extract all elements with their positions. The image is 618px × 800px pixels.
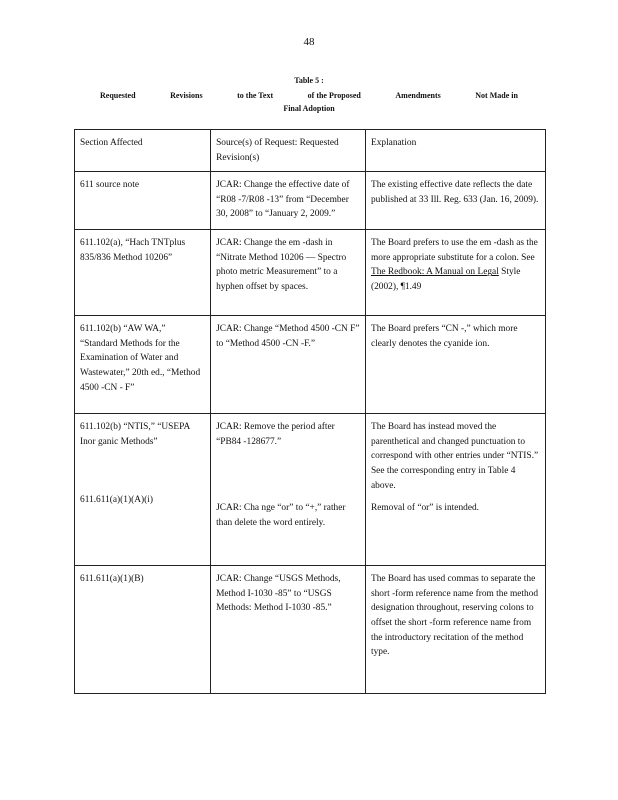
table-caption-subtitle: Final Adoption	[283, 104, 335, 113]
caption-word: Not Made in	[475, 91, 518, 100]
cell-source: JCAR: Change the effective date of “R08 -7/R08 -13” from “December 30, 2008” to “January 2, 2009.”	[211, 172, 366, 230]
caption-word: Requested	[100, 91, 136, 100]
cell-explanation: The existing effective date reflects the date published at 33 Ill. Reg. 633 (Jan. 16, 2009).	[365, 172, 545, 230]
cell-section	[75, 414, 211, 566]
table-header-row	[75, 130, 546, 172]
cell-explanation	[365, 230, 545, 316]
cell-source-part: JCAR: Cha nge “or” to “+,” rather than delete the word entirely.	[216, 503, 346, 528]
cell-section-part: 611.102(b) “NTIS,” “USEPA Inor ganic Methods”	[80, 422, 190, 447]
cell-source-part: JCAR: Remove the period after “PB84 -128677.”	[216, 422, 335, 447]
page-number: 48	[303, 36, 315, 48]
table-row	[75, 172, 546, 230]
cell-source: JCAR: Change “USGS Methods, Method I-1030 -85” to “USGS Methods: Method I-1030 -85.”	[211, 566, 366, 694]
caption-word: to the Text	[237, 91, 274, 100]
table-row	[75, 230, 546, 316]
explanation-text: Style (2002), ¶1.49	[370, 267, 521, 292]
cell-section: 611.102(a), “Hach TNTplus 835/836 Method 10206”	[75, 230, 211, 316]
table-row	[75, 316, 546, 414]
table-row	[75, 566, 546, 694]
cell-source: JCAR: Change the em -dash in “Nitrate Method 10206 — Spectro photo metric Measurement” to a hyphen offset by spaces.	[211, 230, 366, 316]
cell-section: 611.611(a)(1)(B)	[75, 566, 211, 694]
table-caption-title: Table 5 :	[294, 76, 324, 85]
caption-word: of the Proposed	[307, 91, 361, 100]
citation-link-text: The Redbook: A Manual on Legal	[370, 267, 499, 278]
cell-source	[211, 414, 366, 566]
caption-word: Amendments	[395, 91, 441, 100]
cell-explanation	[365, 414, 545, 566]
header-source-of-request: Source(s) of Request: Requested Revision(s)	[211, 130, 366, 172]
cell-section: 611.102(b) “AW WA,” “Standard Methods for the Examination of Water and Wastewater,” 20th ed., “Method 4500 -CN - F”	[75, 316, 211, 414]
cell-explanation-part: Removal of “or” is intended.	[370, 503, 480, 514]
cell-explanation: The Board prefers “CN -,” which more clearly denotes the cyanide ion.	[365, 316, 545, 414]
header-section-affected: Section Affected	[75, 130, 211, 172]
cell-explanation-part: The Board has instead moved the parenthetical and changed punctuation to correspond with other entries under “NTIS.” See the corresponding entry in Table 4 above.	[370, 422, 539, 491]
header-explanation: Explanation	[365, 130, 545, 172]
cell-section-part: 611.611(a)(1)(A)(i)	[80, 495, 153, 506]
table-caption-line	[100, 91, 518, 100]
explanation-text: The Board prefers to use the em -dash as the more appropriate substitute for a colon. See	[370, 238, 538, 263]
cell-section: 611 source note	[75, 172, 211, 230]
caption-word: Revisions	[170, 91, 203, 100]
table-row	[75, 414, 546, 566]
revisions-table	[74, 129, 546, 694]
cell-source: JCAR: Change “Method 4500 -CN F” to “Method 4500 -CN -F.”	[211, 316, 366, 414]
cell-explanation: The Board has used commas to separate the short -form reference name from the method designation throughout, reserving colons to offset the short -form reference name from the introductory recitation of the method type.	[365, 566, 545, 694]
